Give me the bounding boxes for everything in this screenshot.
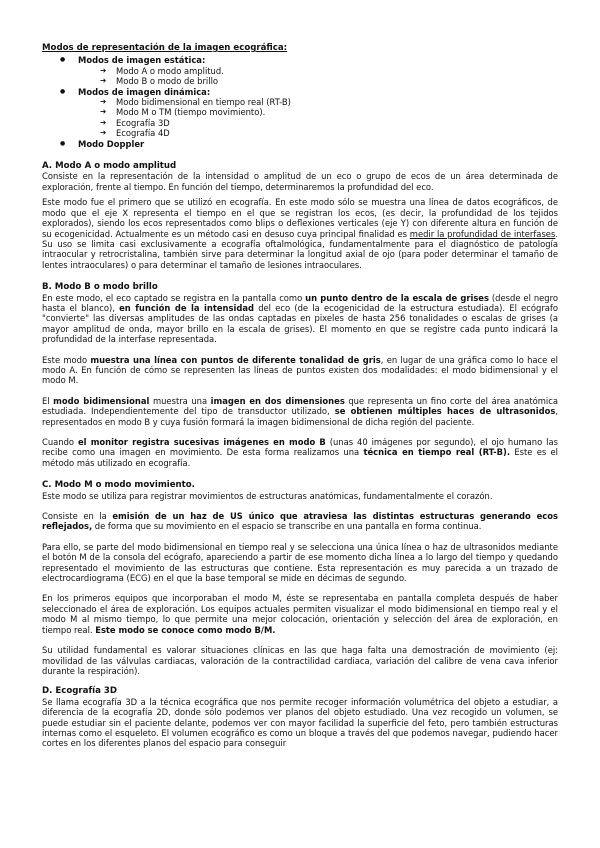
section-a-paragraph: Este modo fue el primero que se utilizó en ecografía. En este modo sólo se muestra una línea de datos ecográficos, de modo que el eje X representa el tiempo en el que se registran los ecos, (es decir, la profundidad de los tejidos explorados), siendo los ecos representados como blips o deflexiones verticales (eje Y) con diferente altura en función de su ecogenicidad. Actualmente es un método casi en desuso cuya principal finalidad es medir la profundidad de interfases. Su uso se limita casi exclusivamente a ecografía oftalmológica, fundamentalmente para el diagnóstico de patología intraocular y retrocristalina, también sirve para determinar la longitud axial de ojo (para poder determinar el tamaño de lentes intraoculares) o para determinar el tamaño de lesiones intraoculares. bbox=[42, 197, 558, 270]
toc-item: ➔ Modo bidimensional en tiempo real (RT-B) bbox=[100, 97, 558, 107]
section-b-heading: B. Modo B o modo brillo bbox=[42, 282, 158, 293]
toc-static bbox=[60, 55, 558, 86]
section-c-paragraph: En los primeros equipos que incorporaban el modo M, éste se representaba en pantalla completa después de haber seleccionado el área de exploración. Los equipos actuales permiten visualizar el modo bidimensional en tiempo real y el modo M al mismo tiempo, lo que permite una mejor colocación, orientación y selección del área de exploración, en tiempo real. Este modo se conoce como modo B/M. bbox=[42, 593, 558, 635]
toc-item: ➔ Modo B o modo de brillo bbox=[100, 76, 558, 86]
modes-list bbox=[42, 55, 558, 149]
section-a-paragraph: Consiste en la representación de la intensidad o amplitud de un eco o grupo de ecos de un área determinada de exploración, frente al tiempo. En función del tiempo, determinaremos la profundidad del eco. bbox=[42, 171, 558, 192]
section-c-paragraph: Su utilidad fundamental es valorar situaciones clínicas en las que haga falta una demostración de movimiento (ej: movilidad de las válvulas cardiacas, valoración de la contractilidad cardiaca, variación del calibre de vena cava inferior durante la respiración). bbox=[42, 645, 558, 676]
section-d-heading: D. Ecografía 3D bbox=[42, 686, 118, 697]
section-b-paragraph: El modo bidimensional muestra una imagen en dos dimensiones que representa un fino corte del área anatómica estudiada. Independientemente del tipo de transductor utilizado, se obtienen múltiples haces de ultrasonidos, representados en modo B y cuya fusión formará la imagen bidimensional de dicha región del paciente. bbox=[42, 395, 558, 427]
toc-static-sublist bbox=[78, 66, 558, 87]
toc-doppler-label: Modo Doppler bbox=[78, 138, 145, 149]
section-d-paragraph: Se llama ecografía 3D a la técnica ecográfica que nos permite recoger información volumétrica del objeto a estudiar, a diferencia de la ecografía 2D, donde sólo podemos ver planos del objeto estudiado. Una vez recogido un volumen, se puede estudiar sin el paciente delante, podemos ver con mayor facilidad la superficie del feto, pero también estructuras internas como el esqueleto. El volumen ecográfico es como un bloque a través del que podemos navegar, pudiendo hacer cortes en los diferentes planos del espacio para conseguir bbox=[42, 696, 558, 749]
section-c-paragraph: Este modo se utiliza para registrar movimientos de estructuras anatómicas, fundamentalmente el corazón. bbox=[42, 490, 493, 501]
toc-dynamic-sublist bbox=[78, 97, 558, 139]
toc-item: ➔ Modo A o modo amplitud. bbox=[100, 66, 558, 76]
section-c-paragraph: Consiste en la emisión de un haz de US único que atraviesa las distintas estructuras generando ecos reflejados, de forma que su movimiento en el espacio se transcribe en una pantalla en forma continua. bbox=[42, 511, 558, 532]
section-b-paragraph: Cuando el monitor registra sucesivas imágenes en modo B (unas 40 imágenes por segundo), el ojo humano las recibe como una imagen en movimiento. De esta forma realizamos una técnica en tiempo real (RT-B). Este es el método más utilizado en ecografía. bbox=[42, 437, 558, 468]
document-body bbox=[42, 43, 558, 749]
section-b-paragraph: En este modo, el eco captado se registra en la pantalla como un punto dentro de la escala de grises (desde el negro hasta el blanco), en función de la intensidad del eco (de la ecogenicidad de la estructura estudiada). El ecógrafo "convierte" las diversas amplitudes de las ondas captadas en pixeles de hasta 256 tonalidades o escalas de grises (a mayor amplitud de onda, mayor brillo en la escala de grises). El momento en que se registre cada punto indicará la profundidad de la interfase representada. bbox=[42, 292, 558, 345]
section-c-heading: C. Modo M o modo movimiento. bbox=[42, 480, 195, 491]
toc-static-label: Modos de imagen estática: bbox=[78, 55, 206, 66]
toc-item: ➔ Ecografía 3D bbox=[100, 118, 558, 128]
toc-dynamic bbox=[60, 87, 558, 139]
section-c-paragraph: Para ello, se parte del modo bidimensional en tiempo real y se selecciona una única línea o haz de ultrasonidos mediante el botón M de la consola del ecógrafo, apareciendo a partir de ese momento dicha línea a lo largo del tiempo y quedando representado el movimiento de las estructuras que contiene. Esta representación es muy parecida a un trazado de electrocardiograma (ECG) en el que la base temporal se mide en décimas de segundo. bbox=[42, 541, 558, 584]
section-b-paragraph: Este modo muestra una línea con puntos de diferente tonalidad de gris, en lugar de una gráfica como lo hace el modo A. En función de cómo se representen las líneas de puntos existen dos modalidades: el modo bidimensional y el modo M. bbox=[42, 354, 559, 386]
toc-dynamic-label: Modos de imagen dinámica: bbox=[78, 86, 211, 97]
toc-item: ➔ Modo M o TM (tiempo movimiento). bbox=[100, 107, 558, 117]
section-a-heading: A. Modo A o modo amplitud bbox=[42, 161, 177, 172]
document-title: Modos de representación de la imagen ecográfica: bbox=[42, 43, 288, 53]
toc-item: ➔ Ecografía 4D bbox=[100, 128, 558, 138]
toc-doppler bbox=[60, 139, 558, 149]
